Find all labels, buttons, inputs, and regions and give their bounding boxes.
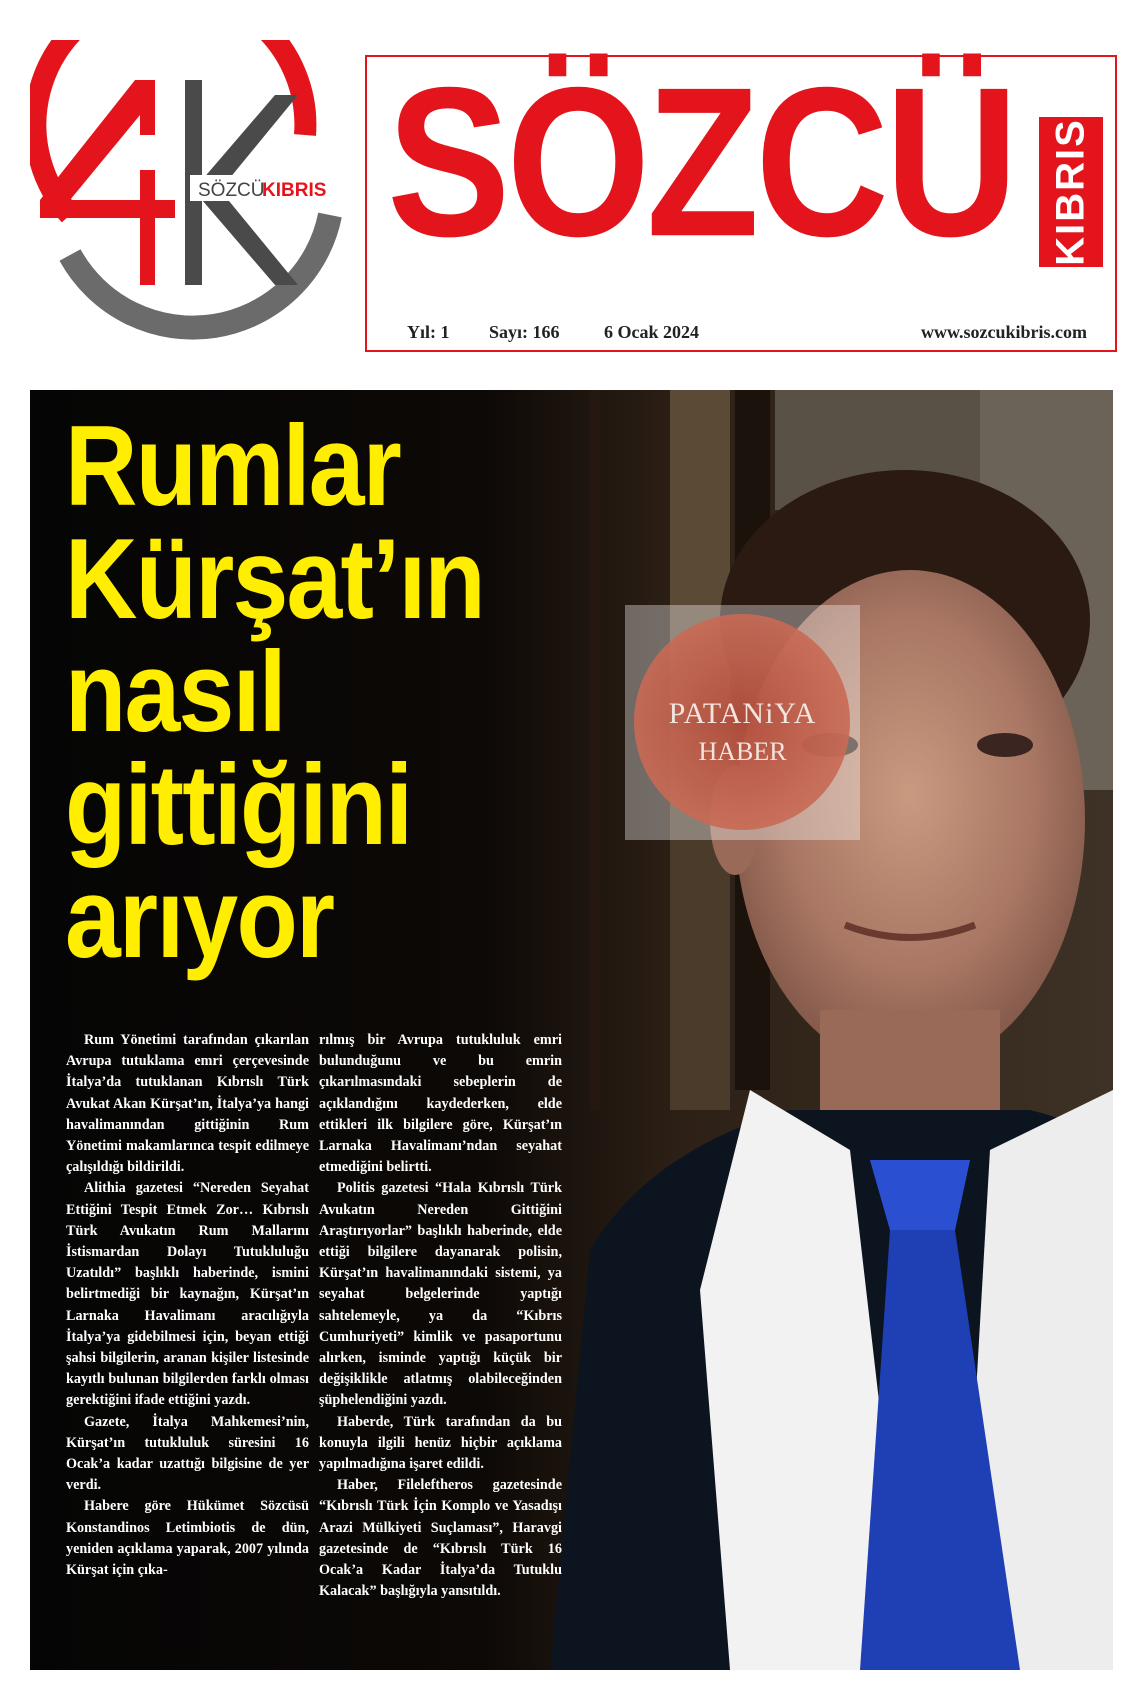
headline-line: Kürşat’ın [65, 516, 484, 643]
article-paragraph: Rum Yönetimi tarafından çıkarılan Avrupa tutuklama emri çerçevesinde İtalya’da tutuklanan Kıbrıslı Türk Avukat Akan Kürşat’ın, İtalya’ya hangi havalimanından gittiğinin Rum Yönetimi makamlarınca tespit edilmeye çalışıldığı bildirildi. [66, 1032, 309, 1176]
issue-number: Sayı: 166 [489, 322, 560, 342]
masthead [0, 0, 1143, 370]
headline-line: arıyor [65, 855, 334, 982]
sozcu-kibris-logo [30, 40, 370, 370]
issue-year: Yıl: 1 [407, 322, 450, 342]
article-paragraph: Alithia gazetesi “Nereden Seyahat Ettiğini Tespit Etmek Zor… Kıbrıslı Türk Avukatın Rum Mallarını İstismardan Dolayı Tutukluluğu Uzatıldı” başlıklı haberinde, ismini belirtmediği bir kaynağın, Kürşat’ın Larnaka Havalimanı aracılığıyla İtalya’ya gidebilmesi için, beyan ettiği şahsi bilgilerin, aranan kişiler listesinde kayıtlı bulunan bilgilerden farklı olması gerektiğini ifade ettiğini yazdı. [66, 1180, 309, 1409]
masthead-box [365, 44, 1117, 352]
watermark-line2: HABER [698, 737, 787, 766]
logo-text-left: SÖZCÜ [198, 180, 265, 201]
article-paragraph: Haberde, Türk tarafından da bu konuyla ilgili henüz hiçbir açıklama yapılmadığına işaret edildi. [319, 1413, 562, 1473]
brand-side-label: KIBRIS [1048, 118, 1093, 266]
issue-date: 6 Ocak 2024 [604, 322, 700, 342]
watermark-line1: PATANiYA [668, 697, 817, 730]
article-paragraph: Gazete, İtalya Mahkemesi’nin, Kürşat’ın tutukluluk süresini 16 Ocak’a kadar uzattığı bilgisine de yer verdi. [66, 1413, 309, 1494]
article-column-1 [66, 1030, 309, 1581]
article-paragraph: Haber, Fileleftheros gazetesinde “Kıbrıslı Türk İçin Komplo ve Yasadışı Arazi Mülkiyeti Suçlaması”, Haravgi gazetesinde de “Kıbrıslı Türk 16 Ocak’a Kadar İtalya’da Tutuklu Kalacak” başlığıyla yansıtıldı. [319, 1477, 562, 1600]
logo-text-right: KIBRIS [262, 180, 327, 201]
brand-side-tab [1039, 117, 1103, 267]
headline-line: nasıl [65, 629, 285, 756]
brand-title: SÖZCÜ [387, 44, 1015, 282]
website-link[interactable]: www.sozcukibris.com [921, 322, 1087, 342]
front-page-story [30, 390, 1113, 1670]
watermark-logo [630, 615, 855, 840]
headline-line: gittiğini [65, 742, 412, 869]
article-paragraph: Habere göre Hükümet Sözcüsü Konstandinos Letimbiotis de dün, yeniden açıklama yaparak, 2007 yılında Kürşat için çıka- [66, 1498, 309, 1579]
article-paragraph: Politis gazetesi “Hala Kıbrıslı Türk Avukatın Nereden Gittiğini Araştırıyorlar” başlıklı haberinde, elde ettiği bilgilere dayanarak polisin, Kürşat’ın havalimanındaki sistemi, ya seyahat belgelerinde yaptığı sahtelemeyle, ya da “Kıbrıs Cumhuriyeti” kimlik ve pasaportunu alırken, isminde yaptığı küçük bir değişiklikle atlatmış olabileceğinden şüphelendiğini yazdı. [319, 1180, 562, 1409]
headline-line: Rumlar [65, 403, 401, 530]
headline [65, 403, 558, 982]
article-column-2 [319, 1030, 562, 1602]
article-paragraph: rılmış bir Avrupa tutukluluk emri bulunduğunu ve bu emrin çıkarılmasındaki sebeplerin de açıklandığını kaydederken, elde ettikleri ilk bilgilere göre, Kürşat’ın Larnaka Havalimanı’ndan seyahat etmediğini belirtti. [319, 1032, 562, 1176]
